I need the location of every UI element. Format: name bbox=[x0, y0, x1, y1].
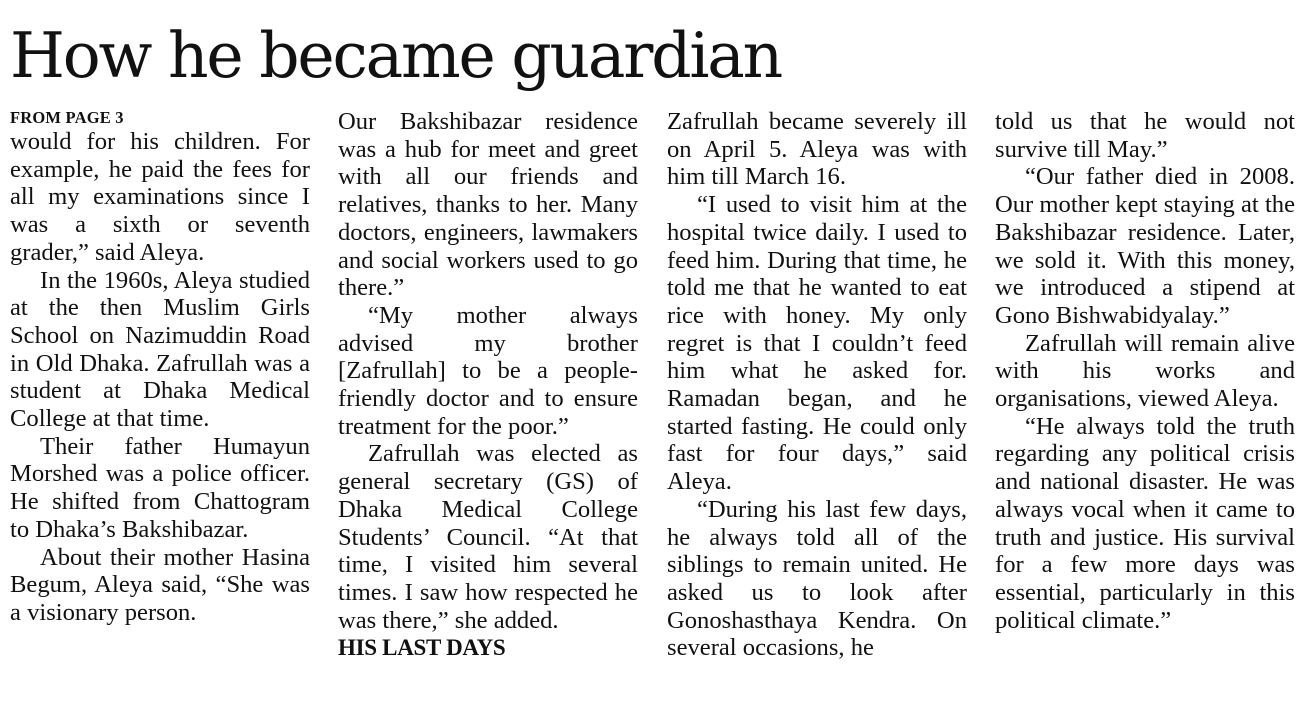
paragraph: “Our father died in 2008. Our mother kept staying at the Bakshibazar residence. Later, we sold it. With this money, we introduced a stipend at Gono Bishwabidyalay.” bbox=[995, 163, 1295, 329]
paragraph: In the 1960s, Aleya studied at the then Muslim Girls School on Nazimuddin Road in Old Dhaka. Zafrullah was a student at Dhaka Medical College at that time. bbox=[10, 266, 310, 433]
paragraph: told us that he would not survive till May.” bbox=[995, 108, 1295, 163]
paragraph: Our Bakshibazar residence was a hub for meet and greet with all our friends and relatives, thanks to her. Many doctors, engineers, lawmakers and social workers used to go there.” bbox=[338, 108, 638, 302]
paragraph: “During his last few days, he always told all of the siblings to remain united. He asked us to look after Gonoshasthaya Kendra. On several occasions, he bbox=[667, 495, 967, 662]
article-body bbox=[10, 108, 1296, 698]
paragraph: “He always told the truth regarding any political crisis and national disaster. He was always vocal when it came to truth and justice. His survival for a few more days was essential, particularly in this political climate.” bbox=[995, 412, 1295, 634]
article-column-2 bbox=[338, 108, 638, 662]
article-column-4 bbox=[995, 108, 1295, 634]
paragraph: Zafrullah became severely ill on April 5. Aleya was with him till March 16. bbox=[667, 108, 967, 191]
section-subhead: HIS LAST DAYS bbox=[338, 635, 506, 661]
paragraph: About their mother Hasina Begum, Aleya said, “She was a visionary person. bbox=[10, 543, 310, 626]
jump-kicker: FROM PAGE 3 bbox=[10, 108, 124, 127]
article-column-1 bbox=[10, 108, 310, 627]
paragraph: Zafrullah was elected as general secretary (GS) of Dhaka Medical College Students’ Council. “At that time, I visited him several times. I saw how respected he was there,” she added. bbox=[338, 440, 638, 634]
headline: How he became guardian bbox=[10, 19, 781, 92]
paragraph: Zafrullah will remain alive with his works and organisations, viewed Aleya. bbox=[995, 329, 1295, 413]
article-column-3 bbox=[667, 108, 967, 662]
paragraph: would for his children. For example, he paid the fees for all my examinations since I was a sixth or seventh grader,” said Aleya. bbox=[10, 128, 310, 266]
paragraph: “I used to visit him at the hospital twice daily. I used to feed him. During that time, he told me that he wanted to eat rice with honey. My only regret is that I couldn’t feed him what he asked for. Ramadan began, and he started fasting. He could only fast for four days,” said Aleya. bbox=[667, 191, 967, 496]
paragraph: “My mother always advised my brother [Zafrullah] to be a people-friendly doctor and to ensure treatment for the poor.” bbox=[338, 301, 638, 440]
paragraph: Their father Humayun Morshed was a police officer. He shifted from Chattogram to Dhaka’s Bakshibazar. bbox=[10, 432, 310, 543]
